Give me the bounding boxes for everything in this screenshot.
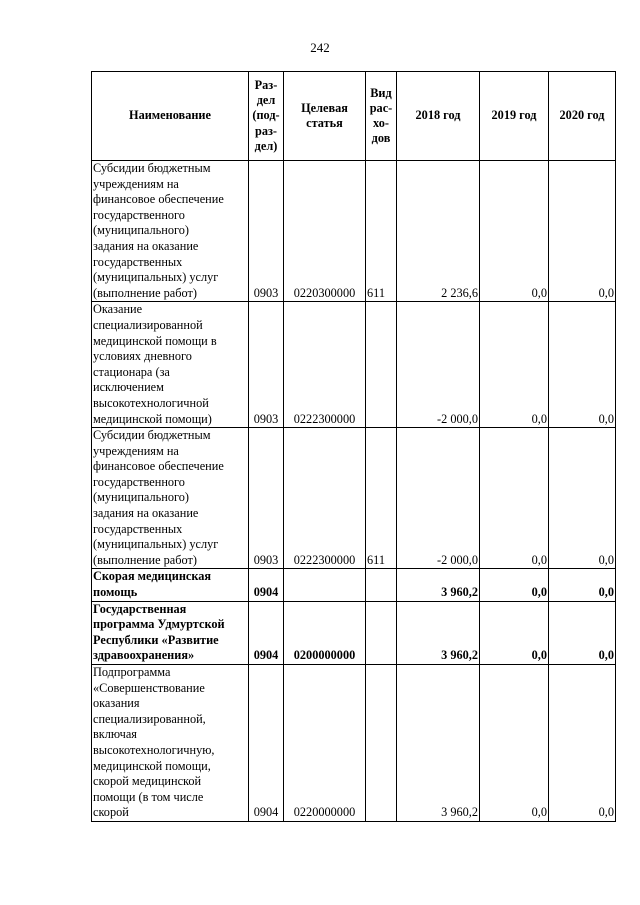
row-2018: 3 960,2	[397, 601, 480, 664]
table-header-row	[92, 72, 616, 161]
row-target: 0200000000	[284, 601, 366, 664]
table-row	[92, 665, 616, 822]
row-2020: 0,0	[549, 665, 616, 822]
row-2019: 0,0	[480, 601, 549, 664]
row-kind	[366, 601, 397, 664]
row-2018: 3 960,2	[397, 569, 480, 601]
table-row	[92, 428, 616, 569]
row-2018: 2 236,6	[397, 161, 480, 302]
row-target: 0222300000	[284, 302, 366, 428]
header-2019: 2019 год	[480, 72, 549, 161]
table-row	[92, 161, 616, 302]
row-2020: 0,0	[549, 161, 616, 302]
row-section: 0904	[249, 569, 284, 601]
row-kind	[366, 302, 397, 428]
table-row	[92, 601, 616, 664]
row-2019: 0,0	[480, 428, 549, 569]
row-target: 0222300000	[284, 428, 366, 569]
row-2018: -2 000,0	[397, 428, 480, 569]
header-kind: Вид рас- хо- дов	[366, 72, 397, 161]
budget-table	[91, 71, 616, 822]
row-kind	[366, 665, 397, 822]
row-section: 0903	[249, 428, 284, 569]
row-kind: 611	[366, 428, 397, 569]
header-target: Целевая статья	[284, 72, 366, 161]
row-2020: 0,0	[549, 569, 616, 601]
header-2018: 2018 год	[397, 72, 480, 161]
header-section: Раз- дел (под- раз- дел)	[249, 72, 284, 161]
row-2020: 0,0	[549, 428, 616, 569]
row-section: 0903	[249, 302, 284, 428]
row-kind	[366, 569, 397, 601]
row-kind: 611	[366, 161, 397, 302]
row-section: 0903	[249, 161, 284, 302]
table-row	[92, 302, 616, 428]
row-2019: 0,0	[480, 161, 549, 302]
row-2018: -2 000,0	[397, 302, 480, 428]
row-name: Подпрограмма «Совершенствование оказания специализированной, включая высокотехнологичную, медицинской помощи, скорой медицинской помощи (в том числе скорой	[92, 665, 249, 822]
page-number: 242	[310, 40, 330, 55]
header-2020: 2020 год	[549, 72, 616, 161]
row-name: Субсидии бюджетным учреждениям на финансовое обеспечение государственного (муниципального) задания на оказание государственных (муниципальных) услуг (выполнение работ)	[92, 161, 249, 302]
table-row	[92, 569, 616, 601]
row-section: 0904	[249, 601, 284, 664]
row-name: Оказание специализированной медицинской помощи в условиях дневного стационара (за исключением высокотехнологичной медицинской помощи)	[92, 302, 249, 428]
row-target	[284, 569, 366, 601]
row-2019: 0,0	[480, 302, 549, 428]
row-target: 0220000000	[284, 665, 366, 822]
row-2018: 3 960,2	[397, 665, 480, 822]
row-2019: 0,0	[480, 665, 549, 822]
row-2020: 0,0	[549, 601, 616, 664]
row-name: Субсидии бюджетным учреждениям на финансовое обеспечение государственного (муниципального) задания на оказание государственных (муниципальных) услуг (выполнение работ)	[92, 428, 249, 569]
row-target: 0220300000	[284, 161, 366, 302]
row-section: 0904	[249, 665, 284, 822]
row-2020: 0,0	[549, 302, 616, 428]
row-name: Государственная программа Удмуртской Республики «Развитие здравоохранения»	[92, 601, 249, 664]
header-name: Наименование	[92, 72, 249, 161]
row-2019: 0,0	[480, 569, 549, 601]
row-name: Скорая медицинская помощь	[92, 569, 249, 601]
